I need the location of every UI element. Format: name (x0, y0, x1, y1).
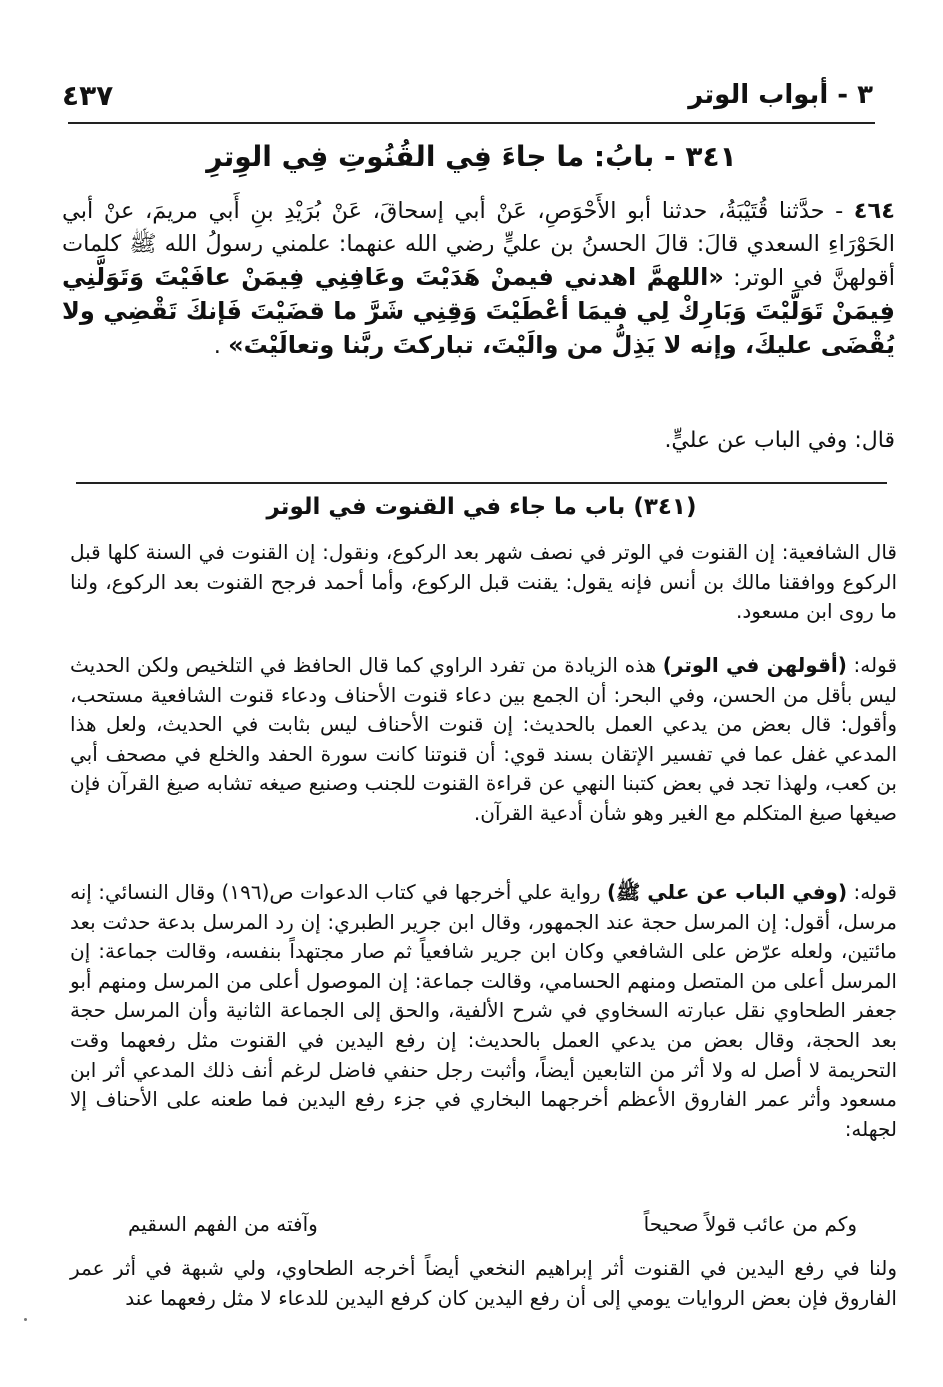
paragraph-body: هذه الزيادة من تفرد الراوي كما قال الحافظ في التلخيص ولكن الحديث ليس بأقل من الحسن، وفي البحر: أن الجمع بين دعاء قنوت الأحناف ودعاء قنوت الشافعية مستحب، وأقول: قال بعض من يدعي العمل بالحديث: إن قنوت الأحناف ليس بثابت في الحديث، ولعل هذا المدعي غفل عما في تفسير الإتقان بسند قوي: أن قنوتنا كانت سورة الحفد والخلع في مصحف أبي بن كعب، ولهذا تجد في بعض كتبنا النهي عن قراءة القنوت للجنب وصنيع صيغه تشابه صيغ القرآن فإن صيغها صيغ المتكلم مع الغير وهو شأن أدعية القرآن. (70, 653, 897, 825)
paragraph-prefix: قوله: (847, 880, 897, 904)
chapter-title: ٣٤١ - بابُ: ما جاءَ فِي القُنُوتِ فِي الوِترِ (206, 140, 737, 173)
poetry-verse (128, 1212, 857, 1236)
running-title: ٣ - أبواب الوتر (688, 80, 873, 110)
hadith-text (62, 195, 895, 363)
header-rule (68, 122, 875, 124)
commentary-paragraph: قال الشافعية: إن القنوت في الوتر في نصف شهر بعد الركوع، ونقول: إن القنوت في السنة كلها قبل الركوع ووافقنا مالك بن أنس فإنه يقول: يقنت قبل الركوع، وأما أحمد فرجح القنوت بعد الركوع، ولنا ما روى ابن مسعود. (70, 540, 897, 624)
page-header (62, 72, 873, 118)
hadith-note: قال: وفي الباب عن عليٍّ. (664, 428, 895, 453)
hadith-isnad: - حدَّثنا قُتَيْبَةُ، حدثنا أبو الأَحْوَصِ، عَنْ أبي إسحاقَ، عَنْ بُرَيْدِ بنِ أَبي مريمَ، عنْ أبي الحَوْرَاءِ السعدي قالَ: قالَ الحسنُ بن عليٍّ رضي الله عنهما: علمني رسولُ الله ﷺ كلمات أقولهنَّ في الوتر: (62, 198, 895, 291)
quoted-phrase: (وفي الباب عن علي ﷺ) (606, 880, 848, 904)
verse-second-hemistich: وآفته من الفهم السقيم (128, 1212, 318, 1236)
hadith-number: ٤٦٤ (853, 198, 895, 224)
paragraph-prefix: قوله: (846, 653, 897, 677)
footnote-separator (76, 482, 887, 484)
commentary-title: (٣٤١) باب ما جاء في القنوت في الوتر (266, 494, 697, 520)
paragraph-body: رواية علي أخرجها في كتاب الدعوات ص(١٩٦) وقال النسائي: إنه مرسل، أقول: إن المرسل حجة عند الجمهور، وقال ابن جرير الطبري: إن رد المرسل بدعة حدثت بعد مائتين، ولعله عرّض على الشافعي وكان ابن جرير شافعياً ثم صار مجتهداً بنفسه، وقالت جماعة: إن المرسل أعلى من المتصل ومنهم الحسامي، وقالت جماعة: إن الموصول أعلى من المرسل ومنهم أبو جعفر الطحاوي نقل عبارته السخاوي في شرح الألفية، والحق إلى الجماعة الثانية وأن المرسل حجة بعد الحجة، وقال بعض من يدعي العمل بالحديث: إن رفع اليدين في القنوت مثل رفعهما وقت التحريمة لا أصل له ولا أثر من التابعين أيضاً، وأثبت رجل حنفي فاضل لرغم أنف ذلك المدعي أثر ابن مسعود وأثر عمر الفاروق الأعظم أخرجهما البخاري في جزء رفع اليدين فما طعنه على الأحناف إلا لجهله: (70, 880, 897, 1141)
quoted-phrase: (أقولهن في الوتر) (662, 653, 847, 677)
commentary-paragraph (70, 651, 897, 829)
commentary-paragraph (70, 878, 897, 1144)
page-number: ٤٣٧ (62, 78, 114, 112)
scan-speck (24, 1318, 27, 1321)
commentary-paragraph: ولنا في رفع اليدين في القنوت أثر إبراهيم النخعي أيضاً أخرجه الطحاوي، ولي شبهة في أثر عمر الفاروق فإن بعض الروايات يومي إلى أن رفع اليدين كان كرفع اليدين للدعاء لا مثل رفعهما عند (70, 1256, 897, 1310)
verse-first-hemistich: وكم من عائب قولاً صحيحاً (643, 1212, 857, 1236)
hadith-end: . (213, 333, 229, 359)
hadith-dua: «اللهمَّ اهدني فيمنْ هَدَيْتَ وعَافِنِي فِيمَنْ عافَيْتَ وَتَوَلَّنِي فِيمَنْ تَوَلَّيْتَ وَبَارِكْ لِي فيمَا أعْطَيْتَ وَقِنِي شَرَّ ما قضَيْتَ فَإنكَ تَقْضِي ولا يُقْضَى عليكَ، وإنه لا يَذِلُّ من والَيْتَ، تباركتَ ربَّنا وتعالَيْتَ» (62, 263, 895, 359)
